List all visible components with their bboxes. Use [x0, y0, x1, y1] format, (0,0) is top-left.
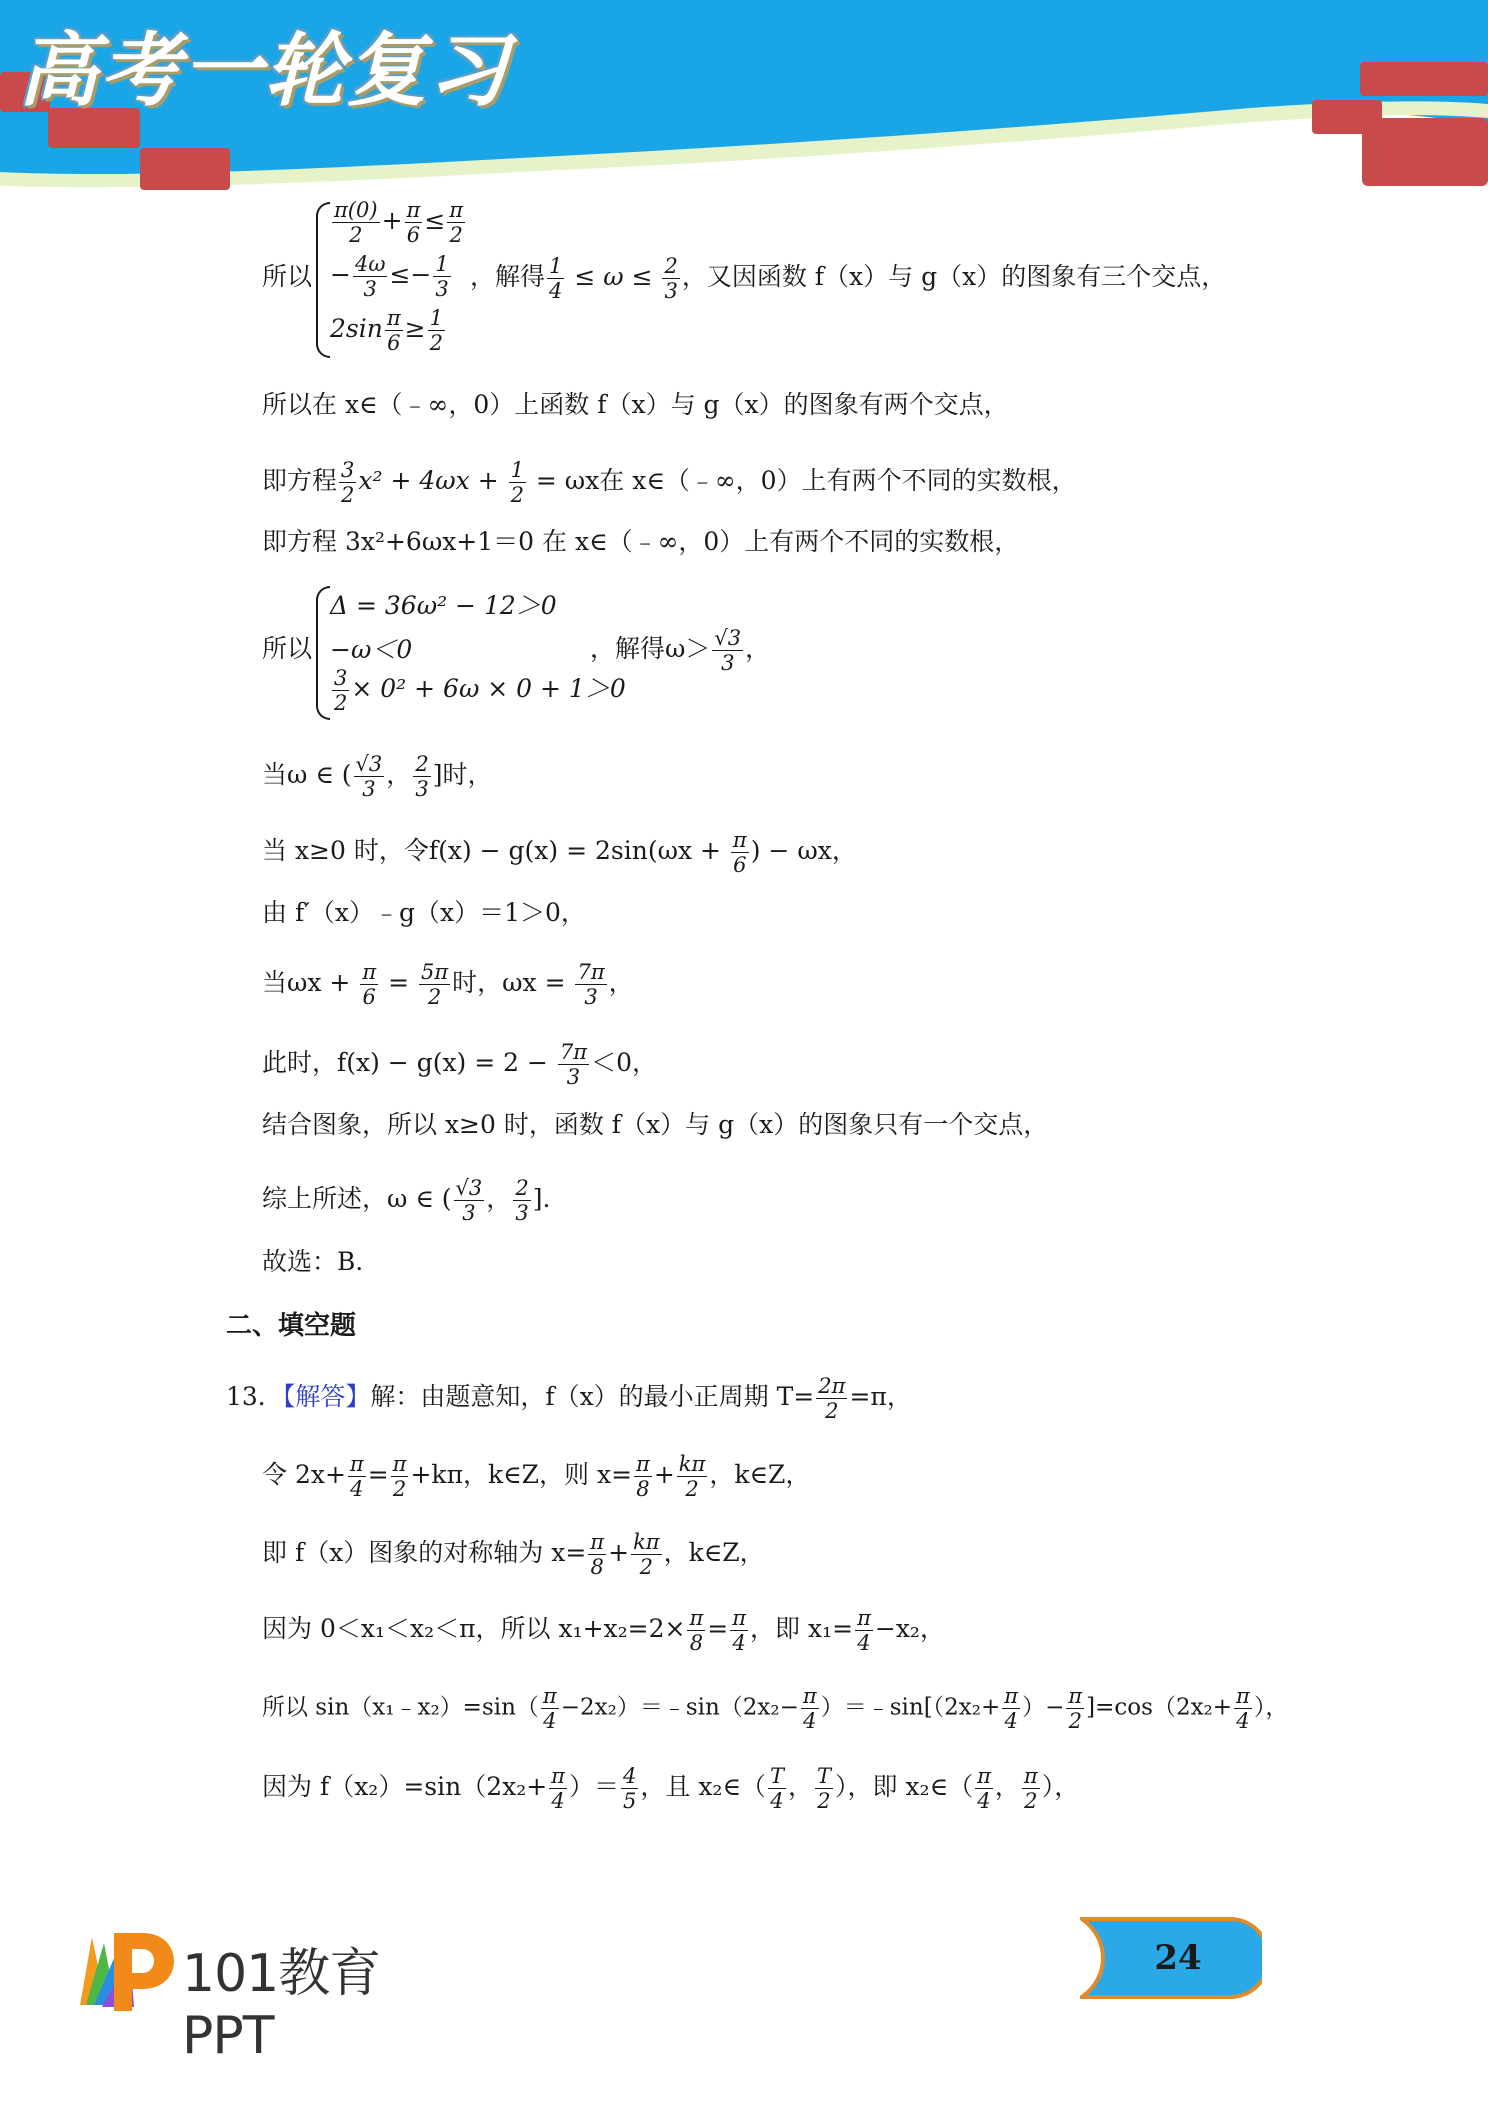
- l18: 所以 sin（x₁﹣x₂）=sin（ $\frac{\pi}{4}$ −2x₂）＝﹣sin（2x₂− $\frac{\pi}{4}$ ）＝﹣sin[（2x₂+ $\frac{\pi}{4}$ ）− $\frac{\pi}{2}$ ]=cos（2x₂+ $\frac{\pi}{4}$ ），: [262, 1684, 1289, 1733]
- l6: 当ω ∈ ( $\frac{√3}{3}$ ， $\frac{2}{3}$ ]时，: [262, 752, 493, 801]
- l15: 令 2x+ $\frac{\pi}{4}$ = $\frac{\pi}{2}$ +kπ，k∈Z，则 x= $\frac{\pi}{8}$ + $\frac{k\pi}{2}$ ，k∈Z，: [262, 1452, 811, 1501]
- l1-prefix: 所以: [262, 262, 313, 291]
- l11: 结合图象，所以 x≥0 时，函数 f（x）与 g（x）的图象只有一个交点，: [262, 1110, 1049, 1139]
- l13: 故选：B．: [262, 1247, 381, 1276]
- logo-text: 101教育PPT: [182, 1944, 381, 2066]
- sys2-row-1: Δ = 36ω² − 12＞0: [330, 591, 557, 620]
- logo-p-icon: [70, 1915, 180, 2015]
- page-number: 24: [1154, 1938, 1202, 1978]
- l3: 即方程 $\frac{3}{2}$ x² + 4ωx + $\frac{1}{2}$ = ωx在 x∈（﹣∞，0）上有两个不同的实数根，: [262, 458, 1077, 507]
- l17: 因为 0＜x₁＜x₂＜π，所以 x₁+x₂=2× $\frac{\pi}{8}$ = $\frac{\pi}{4}$ ，即 x₁= $\frac{\pi}{4}$ −x₂，: [262, 1606, 945, 1655]
- l12: 综上所述，ω ∈ ( $\frac{√3}{3}$ ， $\frac{2}{3}$ ].: [262, 1176, 551, 1225]
- l5-text: ，解得ω＞ $\frac{√3}{3}$ ，: [590, 626, 771, 675]
- sys1-row-2: − $\frac{4\omega}{3}$ ≤− $\frac{1}{3}$: [330, 252, 449, 301]
- sys1-row-3: 2sin $\frac{\pi}{6}$ ≥ $\frac{1}{2}$: [330, 306, 443, 355]
- sys1-row-1: $\frac{\pi(0)}{2}$ + $\frac{\pi}{6}$ ≤ $\frac{\pi}{2}$: [334, 198, 464, 247]
- header-banner: [0, 0, 1488, 200]
- l1-text: ，解得 $\frac{1}{4}$ ≤ ω ≤ $\frac{2}{3}$ ，又因函数 f（x）与 g（x）的图象有三个交点，: [470, 254, 1227, 303]
- answer-tag: 【解答】: [282, 1382, 371, 1411]
- sys2-row-3: $\frac{3}{2}$ × 0² + 6ω × 0 + 1＞0: [334, 666, 626, 715]
- brace: [316, 202, 330, 358]
- q13: 13．【解答】解：由题意知，f（x）的最小正周期 T= $\frac{2\pi}{2}$ =π，: [226, 1374, 912, 1423]
- l8: 由 f′（x）﹣g（x）＝1＞0，: [262, 898, 586, 927]
- l9: 当ωx + $\frac{\pi}{6}$ = $\frac{5\pi}{2}$ 时，ωx = $\frac{7\pi}{3}$ ，: [262, 960, 634, 1009]
- section-heading: 二、填空题: [226, 1311, 357, 1341]
- system-2: [316, 582, 626, 718]
- l19: 因为 f（x₂）=sin（2x₂+ $\frac{\pi}{4}$ ）＝ $\frac{4}{5}$ ，且 x₂∈（ $\frac{T}{4}$ ， $\frac{T}{2}$ ），即 x₂∈（ $\frac{\pi}{4}$ ， $\frac{\pi}{2}$ ），: [262, 1764, 1080, 1813]
- l7: 当 x≥0 时，令f(x) − g(x) = 2sin(ωx + $\frac{\pi}{6}$ ) − ωx，: [262, 828, 857, 877]
- footer-logo: [70, 1915, 450, 2066]
- page-number-badge: [1080, 1917, 1262, 1999]
- l4: 即方程 3x²+6ωx+1＝0 在 x∈（﹣∞，0）上有两个不同的实数根，: [262, 527, 1020, 556]
- l16: 即 f（x）图象的对称轴为 x= $\frac{\pi}{8}$ + $\frac{k\pi}{2}$ ，k∈Z，: [262, 1530, 765, 1579]
- banner-title: 高考一轮复习: [18, 24, 510, 117]
- system-1: [316, 198, 486, 358]
- brace: [316, 586, 330, 720]
- l10: 此时，f(x) − g(x) = 2 − $\frac{7\pi}{3}$ ＜0，: [262, 1040, 657, 1089]
- l2: 所以在 x∈（﹣∞，0）上函数 f（x）与 g（x）的图象有两个交点，: [262, 390, 1009, 419]
- l5-prefix: 所以: [262, 634, 313, 663]
- sys2-row-2: −ω＜0: [330, 635, 413, 664]
